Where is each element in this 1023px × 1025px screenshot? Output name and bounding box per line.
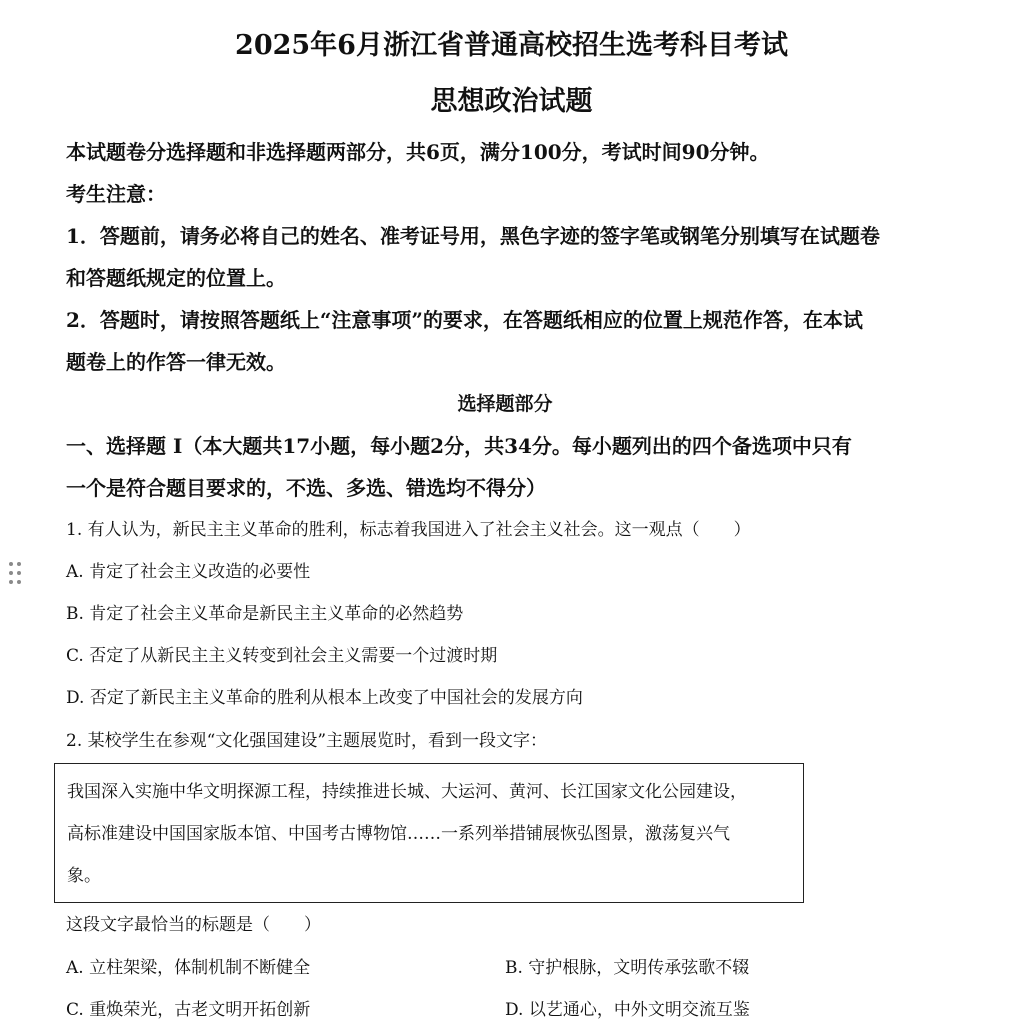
question-2-option-b: B. 守护根脉，文明传承弦歌不辍	[505, 958, 750, 978]
quote-line-3: 象。	[67, 866, 101, 886]
notice-item-1-line-2: 和答题纸规定的位置上。	[66, 266, 286, 290]
question-1-option-b: B. 肯定了社会主义革命是新民主主义革命的必然趋势	[66, 604, 464, 624]
question-2-option-d: D. 以艺通心，中外文明交流互鉴	[505, 1000, 750, 1020]
exam-subtitle: 思想政治试题	[430, 86, 593, 117]
part1-instructions-line-1: 一、选择题 I（本大题共17小题，每小题2分，共34分。每小题列出的四个备选项中只有	[66, 434, 852, 458]
exam-title: 2025年6月浙江省普通高校招生选考科目考试	[235, 30, 788, 61]
question-1-option-d: D. 否定了新民主主义革命的胜利从根本上改变了中国社会的发展方向	[66, 688, 583, 708]
quote-line-1: 我国深入实施中华文明探源工程，持续推进长城、大运河、黄河、长江国家文化公园建设，	[67, 782, 747, 802]
notice-item-2-line-2: 题卷上的作答一律无效。	[66, 350, 286, 374]
question-2-option-a: A. 立柱架梁，体制机制不断健全	[66, 958, 311, 978]
question-1-stem: 1. 有人认为，新民主主义革命的胜利，标志着我国进入了社会主义社会。这一观点（ ）	[66, 520, 751, 540]
notice-item-2-line-1: 2．答题时，请按照答题纸上“注意事项”的要求，在答题纸相应的位置上规范作答，在本试	[66, 308, 863, 332]
drag-handle-icon[interactable]	[6, 560, 24, 586]
section-title: 选择题部分	[457, 393, 553, 415]
question-2-quote-box	[54, 763, 804, 903]
question-1-option-c: C. 否定了从新民主主义转变到社会主义需要一个过渡时期	[66, 646, 498, 666]
question-2-option-c: C. 重焕荣光，古老文明开拓创新	[66, 1000, 311, 1020]
quote-line-2: 高标准建设中国国家版本馆、中国考古博物馆……一系列举措铺展恢弘图景，激荡复兴气	[67, 824, 730, 844]
question-1-option-a: A. 肯定了社会主义改造的必要性	[66, 562, 311, 582]
question-2-stem: 2. 某校学生在参观“文化强国建设”主题展览时，看到一段文字：	[66, 731, 548, 751]
exam-summary: 本试题卷分选择题和非选择题两部分，共6页，满分100分，考试时间90分钟。	[66, 140, 770, 164]
notice-item-1-line-1: 1．答题前，请务必将自己的姓名、准考证号用，黑色字迹的签字笔或钢笔分别填写在试题卷	[66, 224, 880, 248]
part1-instructions-line-2: 一个是符合题目要求的，不选、多选、错选均不得分）	[66, 476, 546, 500]
notice-heading: 考生注意：	[66, 182, 166, 206]
question-2-prompt: 这段文字最恰当的标题是（ ）	[66, 915, 321, 935]
